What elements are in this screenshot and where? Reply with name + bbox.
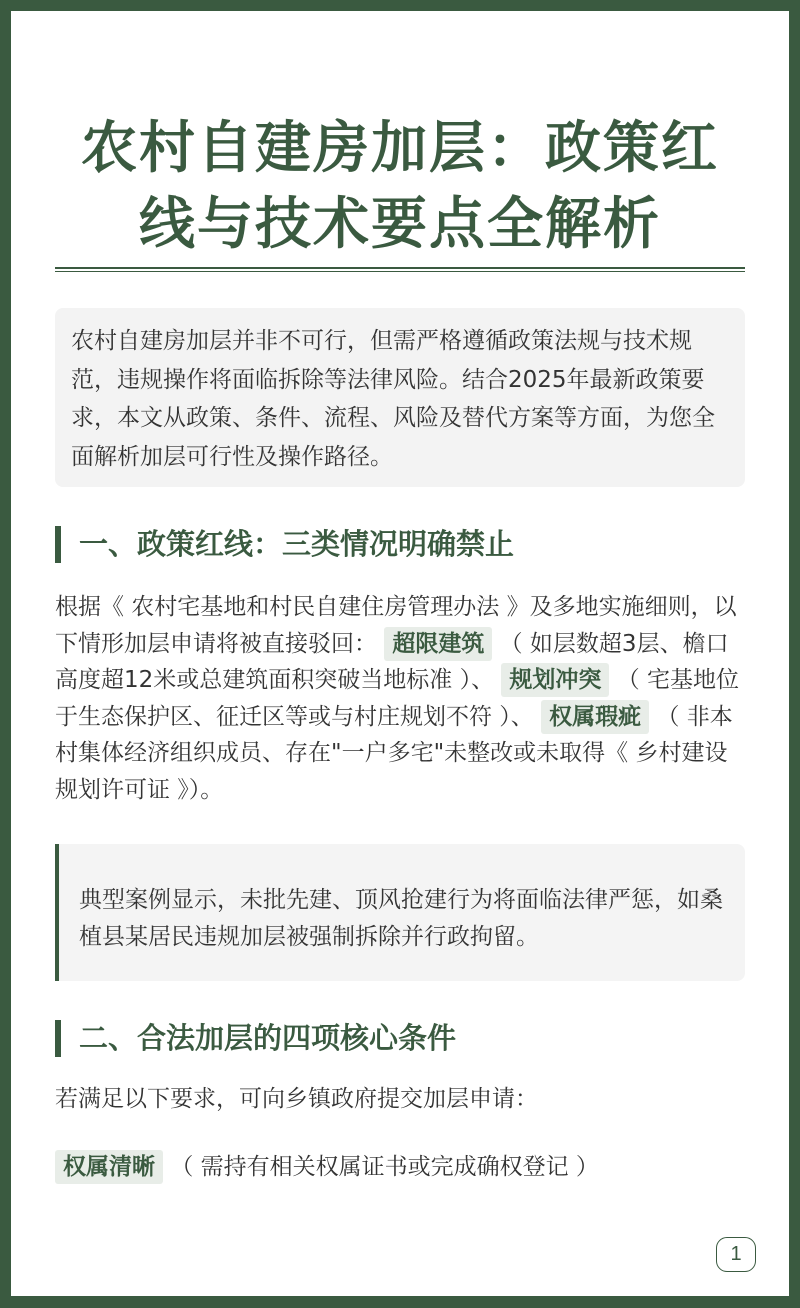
title-divider	[55, 267, 745, 272]
highlight-tag-ownership-defect: 权属瑕疵	[541, 700, 649, 734]
heading-accent-bar	[55, 526, 61, 563]
highlight-tag-planning-conflict: 规划冲突	[501, 663, 609, 697]
section-2-intro: 若满足以下要求，可向乡镇政府提交加层申请：	[55, 1086, 538, 1112]
paragraph-text: 根据《 农村宅基地和村民自建住房管理办法 》及多地实施细则，以下情形加层申请将被直接驳回：	[55, 594, 737, 657]
intro-text: 农村自建房加层并非不可行，但需严格遵循政策法规与技术规范，违规操作将面临拆除等法律风险。结合2025年最新政策要求，本文从政策、条件、流程、风险及替代方案等方面，为您全面解析加层可行性及操作路径。	[71, 328, 715, 470]
section-2-heading	[55, 1018, 456, 1058]
section-1-paragraph	[55, 589, 747, 808]
page-card	[11, 11, 789, 1296]
section-1-heading-text: 一、政策红线：三类情况明确禁止	[79, 527, 515, 561]
section-1-heading	[55, 524, 514, 564]
heading-accent-bar	[55, 1020, 61, 1057]
page-number-badge: 1	[716, 1237, 756, 1272]
quote-text: 典型案例显示，未批先建、顶风抢建行为将面临法律严惩，如桑植县某居民违规加层被强制拆除并行政拘留。	[79, 887, 723, 950]
paragraph-text: （ 宅基地位于生态保护区、征迁区等或与村庄规划不符 ）、	[55, 667, 740, 730]
intro-box	[55, 308, 745, 487]
paragraph-text: （ 非本村集体经济组织成员、存在"一户多宅"未整改或未取得《 乡村建设规划许可证 》）。	[55, 703, 733, 803]
section-2-heading-text: 二、合法加层的四项核心条件	[79, 1021, 457, 1055]
page-title	[55, 111, 745, 263]
title-line-1: 农村自建房加层：政策红	[81, 116, 719, 181]
highlight-tag-oversized-building: 超限建筑	[384, 627, 492, 661]
condition-text: （ 需持有相关权属证书或完成确权登记 ）	[170, 1154, 599, 1180]
title-line-2: 线与技术要点全解析	[139, 192, 661, 257]
highlight-tag-clear-ownership: 权属清晰	[55, 1150, 163, 1184]
case-quote-box	[55, 844, 745, 981]
paragraph-text: （ 如层数超3层、檐口高度超12米或总建筑面积突破当地标准 ）、	[55, 630, 729, 693]
condition-item	[55, 1149, 747, 1186]
